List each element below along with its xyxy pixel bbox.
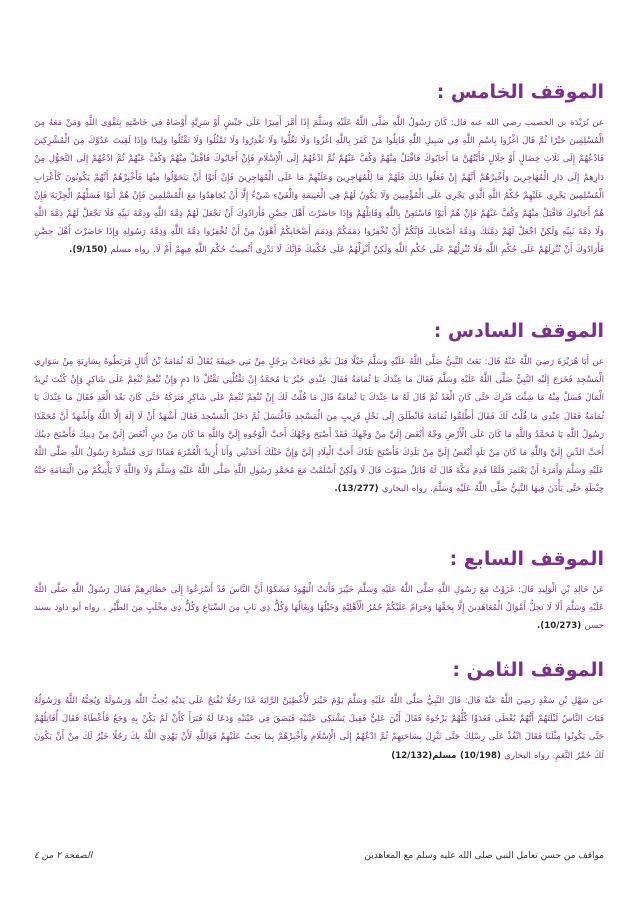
hadith-text: عن سَهْلِ بْنِ سَعْدٍ رَضِيَ اللَّهُ عَنْهُ قَالَ: قَالَ النَّبِيُّ صَلَّى اللَّهُ عَلَيْهِ وَسَلَّمَ يَوْمَ خَيْبَرَ لَأُعْطِيَنَّ الرَّايَةَ غَدًا رَجُلًا يُفْتَحُ عَلَى يَدَيْهِ يُحِبُّ اللَّهَ وَرَسُولَهُ وَيُحِبُّهُ اللَّهُ وَرَسُولُهُ فَبَاتَ النَّاسُ لَيْلَتَهُمْ أَيُّهُمْ يُعْطَى فَغَدَوْا كُلُّهُمْ يَرْجُوهُ فَقَالَ أَيْنَ عَلِيٌّ فَقِيلَ يَشْتَكِي عَيْنَيْهِ فَبَصَقَ فِي عَيْنَيْهِ وَدَعَا لَهُ فَبَرَأَ كَأَنْ لَمْ يَكُنْ بِهِ وَجَعٌ فَأَعْطَاهُ فَقَالَ أُقَاتِلُهُمْ حَتَّى يَكُونُوا مِثْلَنَا فَقَالَ انْفُذْ عَلَى رِسْلِكَ حَتَّى تَنْزِلَ بِسَاحَتِهِمْ ثُمَّ ادْعُهُمْ إِلَى الْإِسْلَامِ وَأَخْبِرْهُمْ بِمَا يَجِبُ عَلَيْهِمْ فَوَاللَّهِ لَأَنْ يَهْدِيَ اللَّهُ بِكَ رَجُلًا خَيْرٌ لَكَ مِنْ أَنْ يَكُونَ لَكَ حُمْرُ النَّعَمِ. رواه البخاري: [34, 696, 604, 761]
page-footer: [34, 851, 604, 861]
section-8: [34, 658, 604, 765]
hadith-text: عن أَبَا هُرَيْرَةَ رَضِيَ اللَّهُ عَنْهُ قَالَ: بَعَثَ النَّبِيُّ صَلَّى اللَّهُ عَلَيْهِ وَسَلَّمَ خَيْلًا قِبَلَ نَجْدٍ فَجَاءَتْ بِرَجُلٍ مِنْ بَنِي حَنِيفَةَ يُقَالُ لَهُ ثُمَامَةُ بْنُ أُثَالٍ فَرَبَطُوهُ بِسَارِيَةٍ مِنْ سَوَارِي الْمَسْجِدِ فَخَرَجَ إِلَيْهِ النَّبِيُّ صَلَّى اللَّهُ عَلَيْهِ وَسَلَّمَ فَقَالَ مَا عِنْدَكَ يَا ثُمَامَةُ فَقَالَ عِنْدِي خَيْرٌ يَا مُحَمَّدُ إِنْ تَقْتُلْنِي تَقْتُلْ ذَا دَمٍ وَإِنْ تُنْعِمْ تُنْعِمْ عَلَى شَاكِرٍ وَإِنْ كُنْتَ تُرِيدُ الْمَالَ فَسَلْ مِنْهُ مَا شِئْتَ فَتُرِكَ حَتَّى كَانَ الْغَدُ ثُمَّ قَالَ لَهُ مَا عِنْدَكَ يَا ثُمَامَةُ قَالَ مَا قُلْتُ لَكَ إِنْ تُنْعِمْ تُنْعِمْ عَلَى شَاكِرٍ فَتَرَكَهُ حَتَّى كَانَ بَعْدَ الْغَدِ فَقَالَ مَا عِنْدَكَ يَا ثُمَامَةُ فَقَالَ عِنْدِي مَا قُلْتُ لَكَ فَقَالَ أَطْلِقُوا ثُمَامَةَ فَانْطَلَقَ إِلَى نَجْلٍ قَرِيبٍ مِنَ الْمَسْجِدِ فَاغْتَسَلَ ثُمَّ دَخَلَ الْمَسْجِدَ فَقَالَ أَشْهَدُ أَنْ لَا إِلَهَ إِلَّا اللَّهُ وَأَشْهَدُ أَنَّ مُحَمَّدًا رَسُولُ اللَّهِ يَا مُحَمَّدُ وَاللَّهِ مَا كَانَ عَلَى الْأَرْضِ وَجْهٌ أَبْغَضَ إِلَيَّ مِنْ وَجْهِكَ فَقَدْ أَصْبَحَ وَجْهُكَ أَحَبَّ الْوُجُوهِ إِلَيَّ وَاللَّهِ مَا كَانَ مِنْ دِينٍ أَبْغَضَ إِلَيَّ مِنْ دِينِكَ فَأَصْبَحَ دِينُكَ أَحَبَّ الدِّينِ إِلَيَّ وَاللَّهِ مَا كَانَ مِنْ بَلَدٍ أَبْغَضُ إِلَيَّ مِنْ بَلَدِكَ فَأَصْبَحَ بَلَدُكَ أَحَبَّ الْبِلَادِ إِلَيَّ وَإِنَّ خَيْلَكَ أَخَذَتْنِي وَأَنَا أُرِيدُ الْعُمْرَةَ فَمَاذَا تَرَى فَبَشَّرَهُ رَسُولُ اللَّهِ صَلَّى اللَّهُ عَلَيْهِ وَسَلَّمَ وَأَمَرَهُ أَنْ يَعْتَمِرَ فَلَمَّا قَدِمَ مَكَّةَ قَالَ لَهُ قَائِلٌ صَبَوْتَ قَالَ لَا وَلَكِنْ أَسْلَمْتُ مَعَ مُحَمَّدٍ رَسُولِ اللَّهِ صَلَّى اللَّهُ عَلَيْهِ وَسَلَّمَ وَلَا وَاللَّهِ لَا يَأْتِيكُمْ مِنَ الْيَمَامَةِ حَبَّةُ حِنْطَةٍ حَتَّى يَأْذَنَ فِيهَا النَّبِيُّ صَلَّى اللَّهُ عَلَيْهِ وَسَلَّمَ. رواه البخاري: [34, 357, 604, 495]
section-6: [34, 319, 604, 499]
section-paragraph: [34, 581, 604, 636]
section-heading: الموقف السادس :: [433, 320, 604, 342]
hadith-reference: (9/150).: [69, 245, 108, 256]
section-paragraph: [34, 353, 604, 499]
footer-title: مواقف من حسن تعامل النبي صلى الله عليه وسلم مع المعاهدين: [364, 851, 604, 861]
section-5: [34, 80, 604, 260]
hadith-text: عَنْ خَالِدِ بْنِ الْوَلِيدِ قَالَ: غَزَوْتُ مَعَ رَسُولِ اللَّهِ صَلَّى اللَّهُ عَلَيْهِ وَسَلَّمَ خَيْبَرَ فَأَتَتْ الْيَهُودُ فَشَكَوْا أَنَّ النَّاسَ قَدْ أَسْرَعُوا إِلَى حَظَائِرِهِمْ فَقَالَ رَسُولُ اللَّهِ صَلَّى اللَّهُ عَلَيْهِ وَسَلَّمَ أَلَا لَا تَحِلُّ أَمْوَالُ الْمُعَاهَدِينَ إِلَّا بِحَقِّهَا وَحَرَامٌ عَلَيْكُمْ حُمُرُ الْأَهْلِيَّةِ وَخَيْلُهَا وَبِغَالُهَا وَكُلُّ ذِي نَابٍ مِنَ السِّبَاعِ وَكُلُّ ذِي مِخْلَبٍ مِنَ الطَّيْرِ . رواه أبو داود بسند حسن: [34, 585, 604, 632]
section-heading: الموقف السابع :: [449, 548, 604, 570]
hadith-reference: (10/198) مسلم(12/132): [391, 750, 501, 761]
section-heading: الموقف الثامن :: [452, 659, 604, 681]
section-7: [34, 547, 604, 636]
section-paragraph: [34, 692, 604, 765]
page-number: الصفحة ٢ من ٤: [34, 851, 93, 861]
section-heading: الموقف الخامس :: [436, 81, 604, 103]
hadith-reference: (10/273).: [537, 621, 582, 632]
section-paragraph: [34, 114, 604, 260]
hadith-text: عن بُرَيْدَة بن الحصيب رضي الله عنه قال: كَانَ رَسُولُ اللَّهِ صَلَّى اللَّهُ عَلَيْهِ وَسَلَّمَ إِذَا أَمَّرَ أَمِيرًا عَلَى جَيْشٍ أَوْ سَرِيَّةٍ أَوْصَاهُ فِي خَاصَّتِهِ بِتَقْوَى اللَّهِ وَمَنْ مَعَهُ مِنَ الْمُسْلِمِينَ خَيْرًا ثُمَّ قَالَ اغْزُوا بِاسْمِ اللَّهِ فِي سَبِيلِ اللَّهِ قَاتِلُوا مَنْ كَفَرَ بِاللَّهِ اغْزُوا وَلَا تَغُلُّوا وَلَا تَغْدِرُوا وَلَا تَمْثُلُوا وَلَا تَقْتُلُوا وَلِيدًا وَإِذَا لَقِيتَ عَدُوَّكَ مِنَ الْمُشْرِكِينَ فَادْعُهُمْ إِلَى ثَلَاثِ خِصَالٍ أَوْ خِلَالٍ فَأَيَّتُهُنَّ مَا أَجَابُوكَ فَاقْبَلْ مِنْهُمْ وَكُفَّ عَنْهُمْ ثُمَّ ادْعُهُمْ إِلَى الْإِسْلَامِ فَإِنْ أَجَابُوكَ فَاقْبَلْ مِنْهُمْ وَكُفَّ عَنْهُمْ ثُمَّ ادْعُهُمْ إِلَى التَّحَوُّلِ مِنْ دَارِهِمْ إِلَى دَارِ الْمُهَاجِرِينَ وَأَخْبِرْهُمْ أَنَّهُمْ إِنْ فَعَلُوا ذَلِكَ فَلَهُمْ مَا لِلْمُهَاجِرِينَ وَعَلَيْهِمْ مَا عَلَى الْمُهَاجِرِينَ فَإِنْ أَبَوْا أَنْ يَتَحَوَّلُوا مِنْهَا فَأَخْبِرْهُمْ أَنَّهُمْ يَكُونُونَ كَأَعْرَابِ الْمُسْلِمِينَ يَجْرِي عَلَيْهِمْ حُكْمُ اللَّهِ الَّذِي يَجْرِي عَلَى الْمُؤْمِنِينَ وَلَا يَكُونُ لَهُمْ فِي الْغَنِيمَةِ وَالْفَيْءِ شَيْءٌ إِلَّا أَنْ يُجَاهِدُوا مَعَ الْمُسْلِمِينَ فَإِنْ هُمْ أَبَوْا فَسَلْهُمُ الْجِزْيَةَ فَإِنْ هُمْ أَجَابُوكَ فَاقْبَلْ مِنْهُمْ وَكُفَّ عَنْهُمْ فَإِنْ هُمْ أَبَوْا فَاسْتَعِنْ بِاللَّهِ وَقَاتِلْهُمْ وَإِذَا حَاصَرْتَ أَهْلَ حِصْنٍ فَأَرَادُوكَ أَنْ تَجْعَلَ لَهُمْ ذِمَّةَ اللَّهِ وَذِمَّةَ نَبِيِّهِ فَلَا تَجْعَلْ لَهُمْ ذِمَّةَ اللَّهِ وَلَا ذِمَّةَ نَبِيِّهِ وَلَكِنْ اجْعَلْ لَهُمْ ذِمَّتَكَ وَذِمَّةَ أَصْحَابِكَ فَإِنَّكُمْ أَنْ تُخْفِرُوا ذِمَمَكُمْ وَذِمَمَ أَصْحَابِكُمْ أَهْوَنُ مِنْ أَنْ تُخْفِرُوا ذِمَّةَ اللَّهِ وَذِمَّةَ رَسُولِهِ وَإِذَا حَاصَرْتَ أَهْلَ حِصْنٍ فَأَرَادُوكَ أَنْ تُنْزِلَهُمْ عَلَى حُكْمِ اللَّهِ فَلَا تُنْزِلْهُمْ عَلَى حُكْمِ اللَّهِ وَلَكِنْ أَنْزِلْهُمْ عَلَى حُكْمِكَ فَإِنَّكَ لَا تَدْرِي أَتُصِيبُ حُكْمَ اللَّهِ فِيهِمْ أَمْ لَا. رواه مسلم: [34, 118, 604, 256]
hadith-reference: (13/277).: [334, 484, 379, 495]
